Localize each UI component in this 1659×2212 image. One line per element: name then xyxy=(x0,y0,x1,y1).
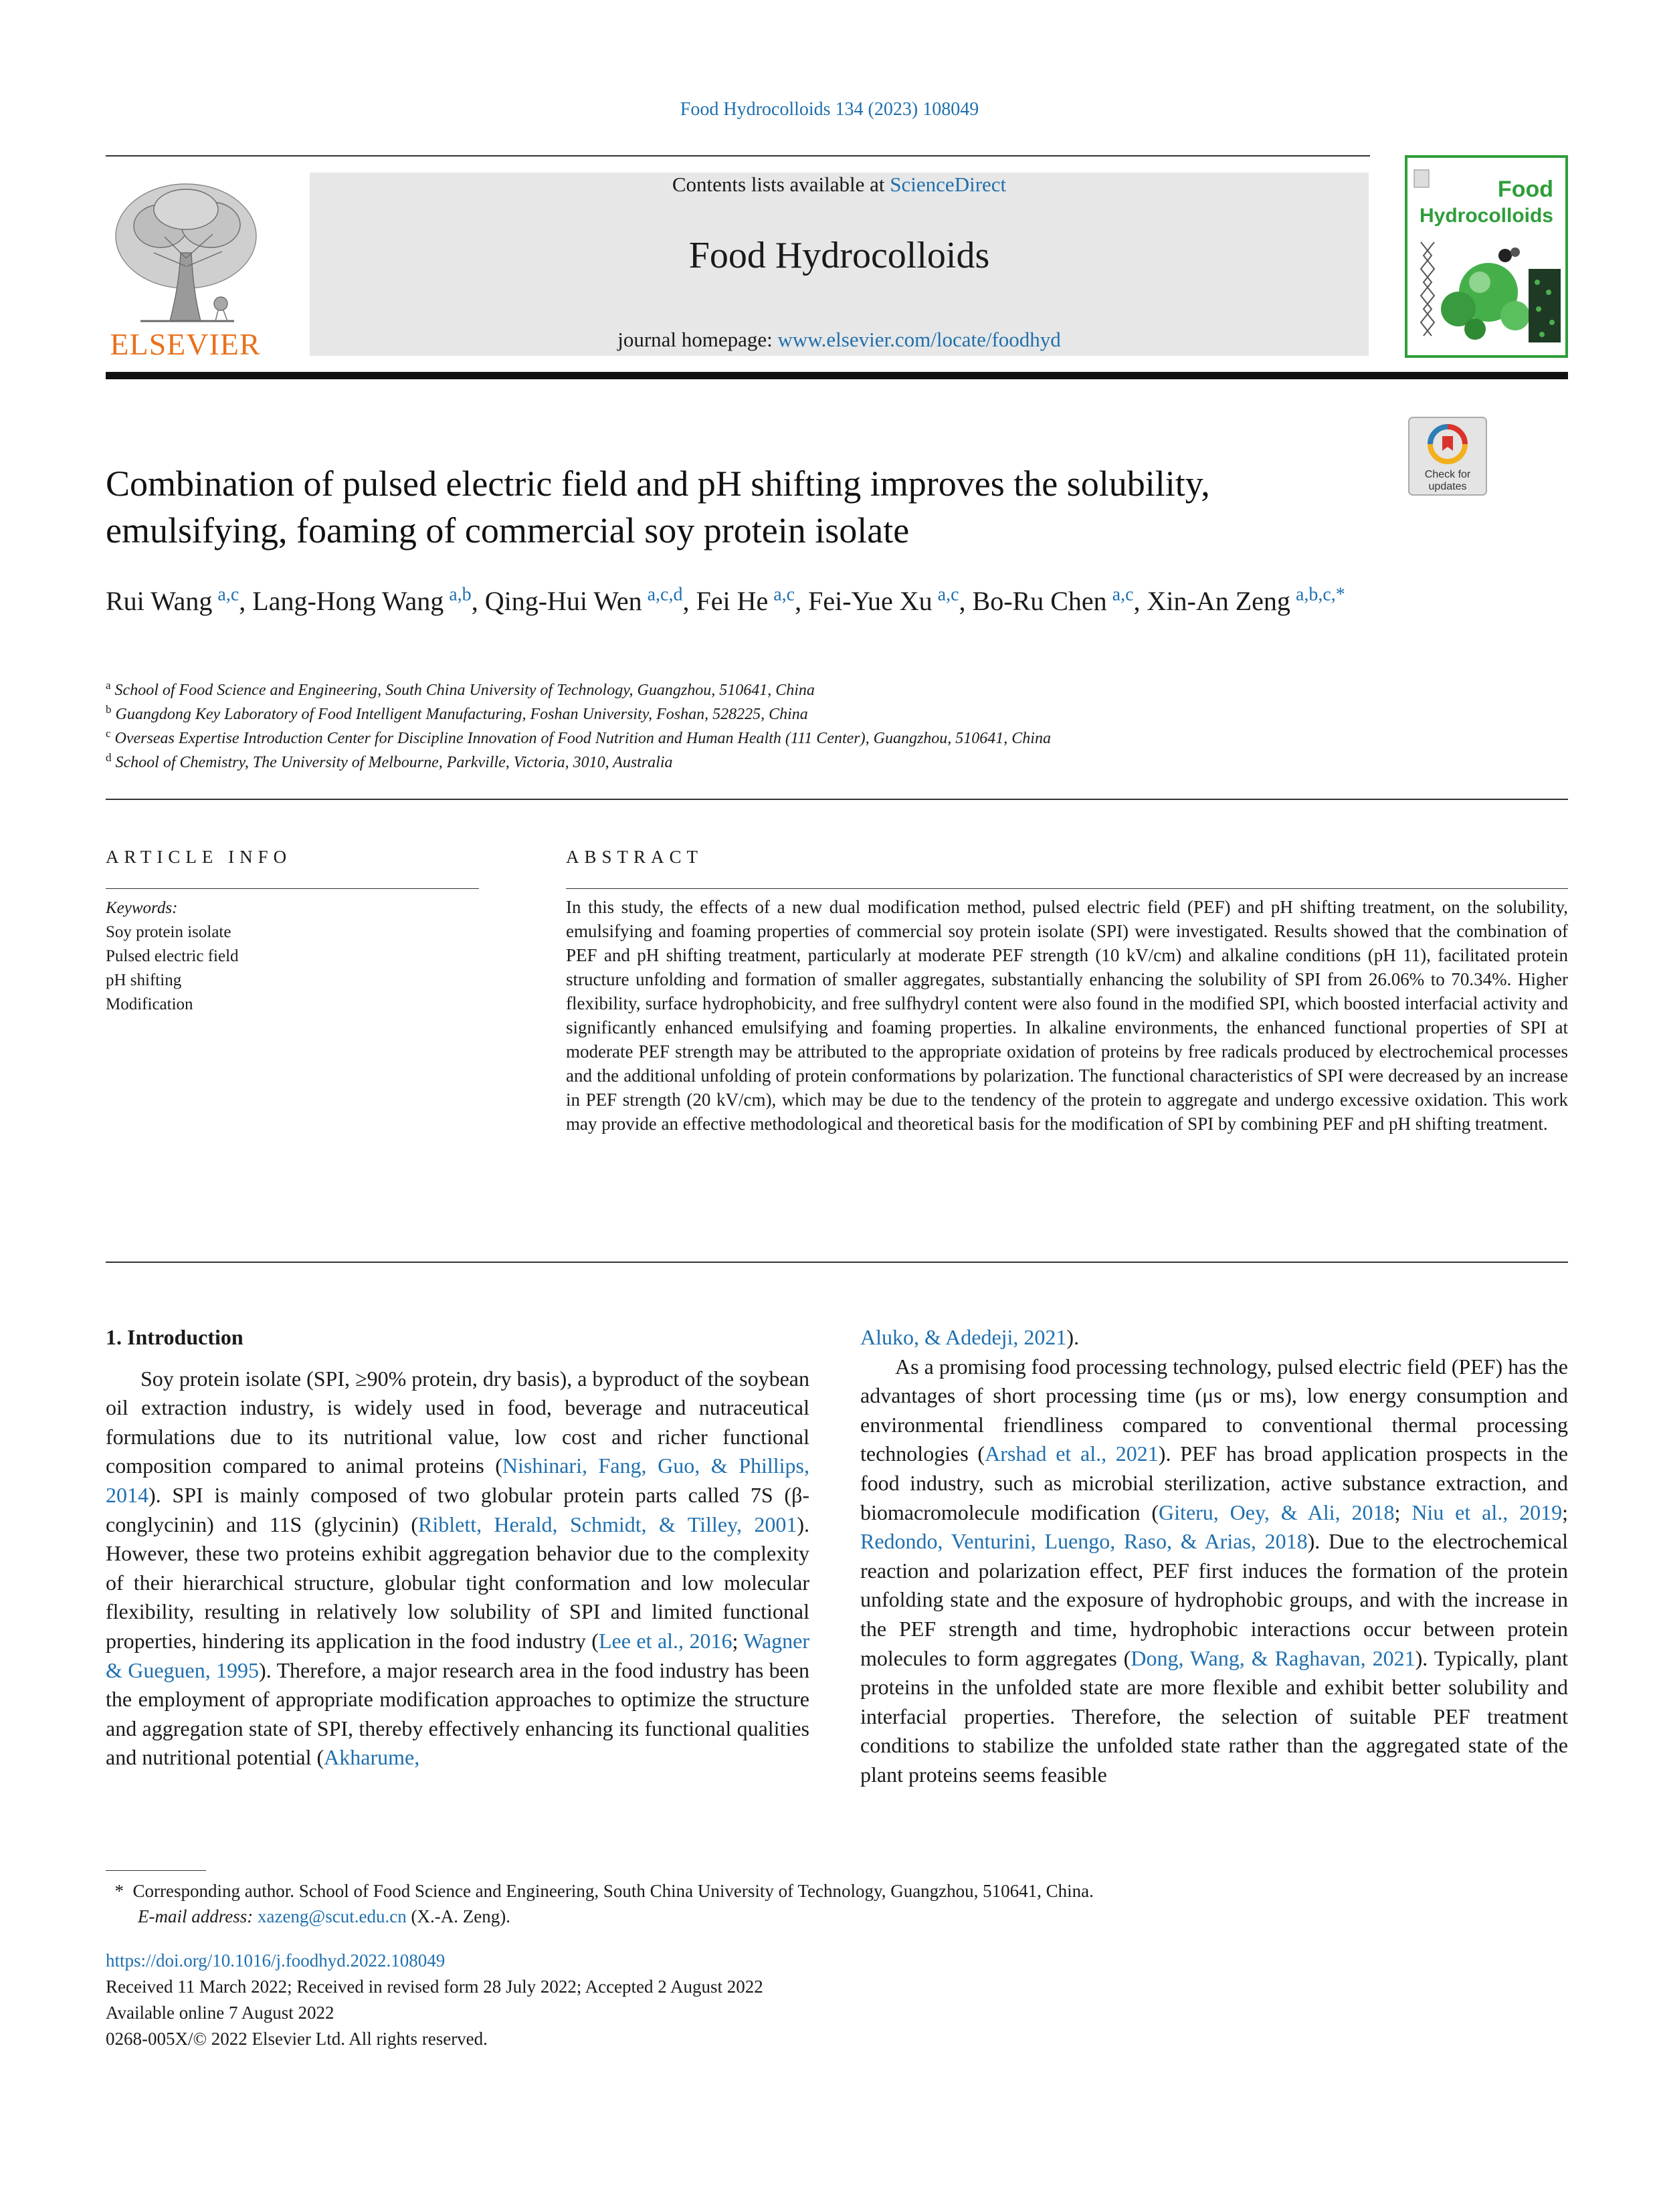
contents-line xyxy=(310,173,1369,197)
citation-link[interactable]: Redondo, Venturini, Luengo, Raso, & Arias, 2018 xyxy=(860,1529,1308,1554)
affiliation-mark: a xyxy=(106,679,111,692)
journal-title: Food Hydrocolloids xyxy=(688,235,990,276)
paragraph-text: ). Due to the electrochemical reaction and polarization effect, PEF first induces the formation of the protein unfolding state and the exposure of hydrophobic groups, and with the increase in the PEF strength and time, hydrophobic interactions occur between protein molecules to form aggregates ( xyxy=(860,1529,1568,1670)
author-name[interactable]: Bo-Ru Chen xyxy=(972,586,1107,616)
paragraph-text: ). PEF has broad application prospects in the food industry, such as microbial sterilization, active substance extraction, and biomacromolecule modification ( xyxy=(860,1441,1569,1524)
header-thick-divider xyxy=(106,372,1568,379)
journal-header-panel xyxy=(310,173,1369,356)
email-link[interactable]: xazeng@scut.edu.cn xyxy=(257,1906,407,1926)
author-affiliation-marks[interactable]: a,c xyxy=(773,584,795,605)
author-list xyxy=(106,582,1417,621)
journal-cover-image[interactable] xyxy=(1405,155,1568,358)
author xyxy=(973,586,1141,616)
author-name[interactable]: Rui Wang xyxy=(106,586,213,616)
keywords-label: Keywords: xyxy=(106,899,178,917)
body-column-right xyxy=(860,1323,1568,1790)
affiliation-text: Guangdong Key Laboratory of Food Intelligent Manufacturing, Foshan University, Foshan, 528225, China xyxy=(115,706,808,723)
check-updates-line1: Check for xyxy=(1424,469,1471,480)
paragraph-text: Soy protein isolate (SPI, ≥90% protein, dry basis), a byproduct of the soybean oil extraction industry, is widely used in food, beverage and nutraceutical formulations due to its nutritional value, low cost and richer functional composition compared to animal proteins ( xyxy=(106,1366,809,1478)
affiliation-text: School of Chemistry, The University of Melbourne, Parkville, Victoria, 3010, Australia xyxy=(115,754,673,771)
abstract-text: In this study, the effects of a new dual modification method, pulsed electric field (PEF) and pH shifting treatment, on the solubility, emulsifying and foaming properties of commercial soy protein isolate (SPI) were investigated. Results showed that the combination of PEF and pH shifting treatment, particularly at moderate PEF strength (10 kV/cm) and alkaline conditions (pH 11), facilitated protein structure unfolding and formation of smaller aggregates, substantially enhancing the solubility of SPI from 26.06% to 70.34%. Higher flexibility, surface hydrophobicity, and free sulfhydryl content were also found in the modified SPI, which boosted interfacial activity and significantly enhanced emulsifying and foaming properties. In alkaline environments, the enhanced functional properties of SPI at moderate PEF strength may be attributed to the appropriate oxidation of proteins by free radicals produced by electrochemical processes and the additional unfolding of protein conformations by polarization. The functional characteristics of SPI were decreased by an increase in PEF strength (20 kV/cm), which may be due to the tendency of the protein to aggregate and undergo excessive oxidation. This work may provide an effective methodological and theoretical basis for the modification of SPI by combining PEF and pH shifting treatment. xyxy=(566,897,1568,1134)
citation-link[interactable]: Arshad et al., 2021 xyxy=(985,1441,1159,1466)
author xyxy=(106,586,246,616)
citation-link[interactable]: Wagner & Gueguen, 1995 xyxy=(106,1628,810,1682)
elsevier-tree-logo xyxy=(100,173,271,363)
citation-link[interactable]: Lee et al., 2016 xyxy=(598,1628,733,1653)
citation-link[interactable]: Riblett, Herald, Schmidt, & Tilley, 2001 xyxy=(417,1512,797,1536)
affiliation-mark: c xyxy=(106,727,111,740)
elsevier-wordmark: ELSEVIER xyxy=(110,327,261,361)
keyword-item[interactable]: pH shifting xyxy=(106,971,182,989)
paragraph-text: ). SPI is mainly composed of two globular protein parts called 7S (β-conglycinin) and 11S (glycinin) ( xyxy=(106,1482,809,1536)
cover-title-hydrocolloids: Hydrocolloids xyxy=(1419,205,1553,227)
intro-paragraph-1-continued xyxy=(860,1323,1568,1352)
keywords-block xyxy=(106,896,480,1017)
copyright: 0268-005X/© 2022 Elsevier Ltd. All rights reserved. xyxy=(106,2029,488,2049)
author xyxy=(696,586,801,616)
paragraph-text: As a promising food processing technology, pulsed electric field (PEF) has the advantages of short processing time (μs or ms), low energy consumption and environmental friendliness compared to conventional thermal processing technologies ( xyxy=(860,1354,1568,1466)
paragraph-text: ). xyxy=(1066,1325,1080,1349)
paragraph-text: ). Therefore, a major research area in the food industry has been the employment of appropriate modification approaches to optimize the structure and aggregation state of SPI, thereby effectively enhancing its functional qualities and nutritional potential ( xyxy=(106,1657,810,1770)
affiliation xyxy=(106,678,1510,702)
doi-link[interactable]: https://doi.org/10.1016/j.foodhyd.2022.108049 xyxy=(106,1950,446,1971)
article-info-rule xyxy=(106,888,479,889)
abstract-rule xyxy=(566,888,1568,889)
citation-link[interactable]: Giteru, Oey, & Ali, 2018 xyxy=(1159,1500,1395,1524)
check-for-updates-badge[interactable] xyxy=(1407,416,1488,496)
sciencedirect-link[interactable]: ScienceDirect xyxy=(890,173,1007,196)
paper-title: Combination of pulsed electric field and pH shifting improves the solubility, emulsifying, foaming of commercial soy protein isolate xyxy=(106,464,1210,550)
article-info-heading: ARTICLE INFO xyxy=(106,847,292,867)
available-online: Available online 7 August 2022 xyxy=(106,2003,334,2023)
email-label: E-mail address: xyxy=(138,1906,254,1926)
keyword-item[interactable]: Modification xyxy=(106,995,193,1013)
footnote-star: * xyxy=(114,1881,124,1901)
email-suffix: (X.-A. Zeng). xyxy=(411,1906,510,1926)
paragraph-text: ; xyxy=(1394,1500,1412,1524)
keyword-item[interactable]: Soy protein isolate xyxy=(106,923,231,941)
affiliation xyxy=(106,726,1510,750)
homepage-line xyxy=(310,328,1369,352)
author-separator: , xyxy=(239,586,246,616)
citation-link[interactable]: Niu et al., 2019 xyxy=(1411,1500,1563,1524)
body-column-left xyxy=(106,1323,809,1773)
received-dates: Received 11 March 2022; Received in revised form 28 July 2022; Accepted 2 August 2022 xyxy=(106,1977,763,1997)
affiliation-mark: b xyxy=(106,703,112,716)
title-divider xyxy=(106,799,1568,800)
author xyxy=(252,586,478,616)
paragraph-text: ; xyxy=(1562,1500,1569,1524)
author xyxy=(808,586,965,616)
cover-title-food: Food xyxy=(1497,177,1553,202)
author-name[interactable]: Qing-Hui Wen xyxy=(484,586,642,616)
affiliation-mark: d xyxy=(106,751,112,764)
homepage-prefix: journal homepage: xyxy=(617,328,778,351)
author-name[interactable]: Fei He xyxy=(696,586,769,616)
homepage-link[interactable]: www.elsevier.com/locate/foodhyd xyxy=(777,328,1061,351)
introduction-heading: 1. Introduction xyxy=(106,1325,243,1349)
header-divider xyxy=(106,155,1370,157)
author-affiliation-marks[interactable]: a,b,c,* xyxy=(1295,584,1345,605)
citation-link[interactable]: Akharume, xyxy=(324,1745,420,1770)
corresponding-author-footnote xyxy=(106,1878,1568,1929)
author-separator: , xyxy=(682,586,690,616)
paragraph-text: ). However, these two proteins exhibit aggregation behavior due to the complexity of their hierarchical structure, globular tight conformation and low molecular flexibility, resulting in relatively low solubility of SPI and limited functional properties, hindering its application in the food industry ( xyxy=(106,1512,810,1653)
author-affiliation-marks[interactable]: a,b xyxy=(449,584,472,605)
abstract-heading: ABSTRACT xyxy=(566,847,704,867)
author xyxy=(1147,586,1345,616)
author-name[interactable]: Lang-Hong Wang xyxy=(252,586,444,616)
author-affiliation-marks[interactable]: a,c,d xyxy=(647,584,683,605)
paragraph-text: ; xyxy=(732,1628,744,1653)
keyword-item[interactable]: Pulsed electric field xyxy=(106,947,239,965)
author-affiliation-marks[interactable]: a,c xyxy=(217,584,239,605)
citation-link[interactable]: Aluko, & Adedeji, 2021 xyxy=(860,1325,1067,1349)
author-affiliation-marks[interactable]: a,c xyxy=(1112,584,1134,605)
journal-reference-link[interactable]: Food Hydrocolloids 134 (2023) 108049 xyxy=(680,99,979,120)
footnote-rule xyxy=(106,1870,206,1871)
author-separator: , xyxy=(959,586,966,616)
author xyxy=(485,586,690,616)
affiliation-text: Overseas Expertise Introduction Center for Discipline Innovation of Food Nutrition and Human Health (111 Center), Guangzhou, 510641, China xyxy=(114,730,1051,747)
abstract-divider xyxy=(106,1262,1568,1263)
author-separator: , xyxy=(471,586,478,616)
affiliation xyxy=(106,750,1510,775)
paragraph-text: ). Typically, plant proteins in the unfolded state are more flexible and exhibit better solubility and interfacial properties. Therefore, the selection of suitable PEF treatment conditions to stabilize the unfolded state rather than the aggregated state of the plant proteins seems feasible xyxy=(860,1645,1569,1787)
affiliation-text: School of Food Science and Engineering, South China University of Technology, Guangzhou, 510641, China xyxy=(114,682,815,699)
author-name[interactable]: Fei-Yue Xu xyxy=(808,586,933,616)
author-separator: , xyxy=(795,586,802,616)
affiliation xyxy=(106,702,1510,726)
check-updates-line2: updates xyxy=(1428,481,1467,492)
author-name[interactable]: Xin-An Zeng xyxy=(1147,586,1290,616)
affiliation-list xyxy=(106,678,1510,775)
author-separator: , xyxy=(1133,586,1141,616)
corresponding-text: Corresponding author. School of Food Science and Engineering, South China University of Technology, Guangzhou, 510641, China. xyxy=(132,1881,1094,1901)
citation-link[interactable]: Dong, Wang, & Raghavan, 2021 xyxy=(1131,1645,1416,1670)
contents-prefix: Contents lists available at xyxy=(672,173,890,196)
publication-info xyxy=(106,1948,1568,2052)
author-affiliation-marks[interactable]: a,c xyxy=(937,584,959,605)
intro-paragraph-2 xyxy=(860,1352,1568,1790)
intro-paragraph-1 xyxy=(106,1365,809,1773)
citation-link[interactable]: Nishinari, Fang, Guo, & Phillips, 2014 xyxy=(106,1453,810,1507)
